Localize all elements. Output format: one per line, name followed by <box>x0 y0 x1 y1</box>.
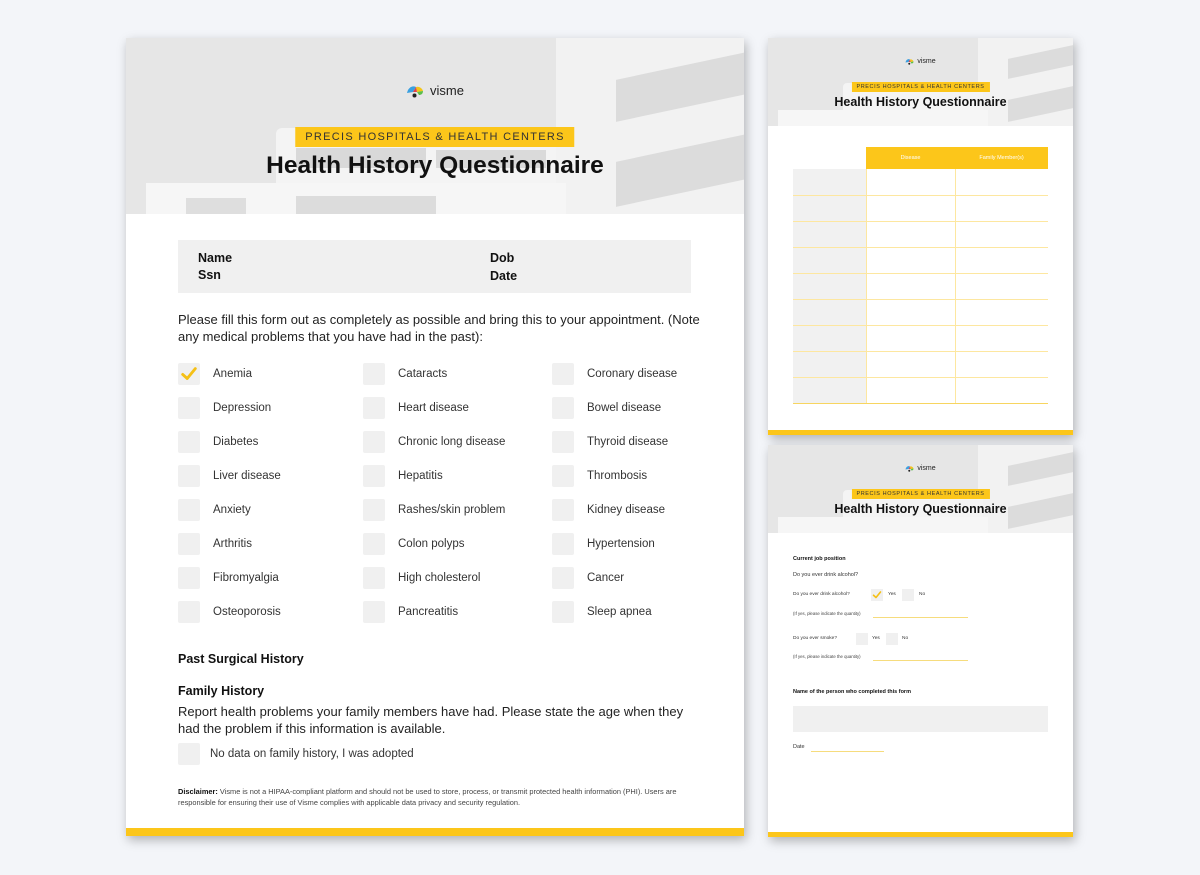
table-row <box>793 377 1048 403</box>
condition-label: Hepatitis <box>398 470 443 482</box>
visme-logo <box>126 83 744 98</box>
visme-logo-icon <box>406 84 426 98</box>
condition-checkbox[interactable] <box>178 431 200 453</box>
smoke-yes-label: Yes <box>872 636 880 641</box>
condition-item[interactable] <box>552 601 652 623</box>
page-title: Health History Questionnaire <box>834 502 1007 516</box>
condition-checkbox[interactable] <box>552 567 574 589</box>
condition-label: Thyroid disease <box>587 436 669 448</box>
page-title: Health History Questionnaire <box>834 95 1007 109</box>
smoke-no-label: No <box>902 636 909 641</box>
condition-item[interactable] <box>363 499 505 521</box>
footer-accent-bar <box>126 828 744 836</box>
smoke-no-checkbox[interactable] <box>886 633 898 645</box>
table-row <box>793 325 1048 351</box>
alcohol-yes-label: Yes <box>888 592 896 597</box>
name-field[interactable]: Name <box>198 251 233 265</box>
alcohol-question: Do you ever drink alcohol? <box>793 592 850 597</box>
condition-checkbox[interactable] <box>363 363 385 385</box>
visme-logo-icon <box>905 465 915 472</box>
condition-checkbox[interactable] <box>363 397 385 419</box>
table-row <box>793 273 1048 299</box>
condition-item[interactable] <box>363 567 480 589</box>
disease-cell[interactable] <box>866 247 955 273</box>
disclaimer-label: Disclaimer: <box>178 787 218 796</box>
condition-checkbox[interactable] <box>178 499 200 521</box>
family-member-cell[interactable] <box>955 299 1048 325</box>
condition-checkbox[interactable] <box>363 567 385 589</box>
alcohol-yes-checkbox[interactable] <box>871 589 883 601</box>
condition-checkbox[interactable] <box>552 363 574 385</box>
row-label-cell <box>793 325 866 351</box>
header-banner <box>768 445 1073 533</box>
logo-text: visme <box>430 83 464 98</box>
check-icon <box>180 365 198 383</box>
check-icon <box>872 590 882 600</box>
disease-cell[interactable] <box>866 299 955 325</box>
condition-item[interactable] <box>552 363 677 385</box>
condition-checkbox[interactable] <box>552 533 574 555</box>
disease-cell[interactable] <box>866 195 955 221</box>
alcohol-quantity-label: (If yes, please indicate the quantity) <box>793 611 861 616</box>
family-member-cell[interactable] <box>955 169 1048 195</box>
row-label-cell <box>793 299 866 325</box>
condition-checkbox[interactable] <box>178 397 200 419</box>
organization-badge: PRECIS HOSPITALS & HEALTH CENTERS <box>295 127 574 147</box>
organization-badge: PRECIS HOSPITALS & HEALTH CENTERS <box>851 82 989 92</box>
condition-item[interactable] <box>363 465 443 487</box>
smoke-quantity-label: (If yes, please indicate the quantity) <box>793 654 861 659</box>
condition-checkbox[interactable] <box>552 601 574 623</box>
completed-by-input[interactable] <box>793 706 1048 732</box>
condition-label: Hypertension <box>587 538 655 550</box>
disease-cell[interactable] <box>866 273 955 299</box>
condition-label: Chronic long disease <box>398 436 506 448</box>
header-banner <box>768 38 1073 126</box>
condition-label: Depression <box>213 402 272 414</box>
table-header-blank <box>793 147 866 169</box>
alcohol-no-checkbox[interactable] <box>902 589 914 601</box>
table-row <box>793 195 1048 221</box>
date-label: Date <box>793 744 805 750</box>
row-label-cell <box>793 273 866 299</box>
table-row <box>793 169 1048 195</box>
completed-by-label: Name of the person who completed this form <box>793 689 911 695</box>
condition-item[interactable] <box>178 431 258 453</box>
condition-checkbox[interactable] <box>178 363 200 385</box>
organization-badge: PRECIS HOSPITALS & HEALTH CENTERS <box>851 489 989 499</box>
family-history-heading: Family History <box>178 684 265 698</box>
alcohol-no-label: No <box>919 592 926 597</box>
condition-label: Anxiety <box>213 504 251 516</box>
condition-item[interactable] <box>363 363 447 385</box>
disease-cell[interactable] <box>866 169 955 195</box>
condition-checkbox[interactable] <box>178 465 200 487</box>
condition-checkbox[interactable] <box>552 499 574 521</box>
row-label-cell <box>793 351 866 377</box>
main-document-page <box>126 38 744 836</box>
condition-item[interactable] <box>552 499 665 521</box>
condition-item[interactable] <box>178 601 281 623</box>
condition-label: Colon polyps <box>398 538 465 550</box>
disease-cell[interactable] <box>866 221 955 247</box>
condition-checkbox[interactable] <box>552 397 574 419</box>
alcohol-heading: Do you ever drink alcohol? <box>793 572 859 578</box>
ssn-field[interactable]: Ssn <box>198 268 221 282</box>
disease-cell[interactable] <box>866 351 955 377</box>
condition-item[interactable] <box>552 533 655 555</box>
condition-label: Fibromyalgia <box>213 572 279 584</box>
condition-label: Cancer <box>587 572 625 584</box>
table-row <box>793 351 1048 377</box>
page-title: Health History Questionnaire <box>266 152 604 179</box>
row-label-cell <box>793 377 866 403</box>
condition-checkbox[interactable] <box>363 499 385 521</box>
condition-checkbox[interactable] <box>178 567 200 589</box>
condition-checkbox[interactable] <box>178 601 200 623</box>
condition-item[interactable] <box>552 431 668 453</box>
adopted-label: No data on family history, I was adopted <box>210 748 414 760</box>
row-label-cell <box>793 195 866 221</box>
condition-item[interactable] <box>178 533 252 555</box>
visme-logo <box>768 465 1073 472</box>
family-member-cell[interactable] <box>955 195 1048 221</box>
dob-field[interactable]: Dob <box>490 251 515 265</box>
disclaimer-text: Visme is not a HIPAA-compliant platform and should not be used to store, process, or transmit protected health information (PHI). Users are responsible for ensuring their use of Visme complies with applicable data privacy and security regulation. <box>178 787 677 807</box>
family-member-cell[interactable] <box>955 247 1048 273</box>
smoke-question: Do you ever smoke? <box>793 636 837 641</box>
table-row <box>793 247 1048 273</box>
condition-item[interactable] <box>178 465 281 487</box>
condition-label: Sleep apnea <box>587 606 652 618</box>
condition-item[interactable] <box>178 499 251 521</box>
condition-checkbox[interactable] <box>363 431 385 453</box>
past-surgical-history-heading: Past Surgical History <box>178 652 304 666</box>
date-field[interactable]: Date <box>490 269 518 283</box>
family-member-cell[interactable] <box>955 273 1048 299</box>
condition-item[interactable] <box>363 397 469 419</box>
row-label-cell <box>793 169 866 195</box>
family-member-cell[interactable] <box>955 325 1048 351</box>
footer-accent-bar <box>768 832 1073 837</box>
date-input[interactable] <box>811 751 884 752</box>
disease-cell[interactable] <box>866 325 955 351</box>
condition-checkbox[interactable] <box>363 601 385 623</box>
instructions-text: Please fill this form out as completely as possible and bring this to your appointment. (Note any medical problems that you have had in the past): <box>178 312 700 344</box>
family-member-cell[interactable] <box>955 351 1048 377</box>
condition-label: High cholesterol <box>398 572 481 584</box>
alcohol-quantity-input[interactable] <box>873 617 968 618</box>
family-history-table <box>793 147 1048 404</box>
lifestyle-form-page <box>768 445 1073 837</box>
table-row <box>793 221 1048 247</box>
condition-item[interactable] <box>178 363 252 385</box>
condition-item[interactable] <box>178 567 279 589</box>
footer-accent-bar <box>768 430 1073 435</box>
condition-label: Heart disease <box>398 402 469 414</box>
family-member-cell[interactable] <box>955 377 1048 403</box>
condition-checkbox[interactable] <box>552 431 574 453</box>
family-history-instructions: Report health problems your family members have had. Please state the age when they had the problem if this information is available. <box>178 704 684 736</box>
condition-item[interactable] <box>178 397 271 419</box>
condition-checkbox[interactable] <box>178 533 200 555</box>
condition-checkbox[interactable] <box>363 465 385 487</box>
header-banner <box>126 38 744 214</box>
condition-label: Rashes/skin problem <box>398 504 506 516</box>
visme-logo <box>768 58 1073 65</box>
condition-checkbox[interactable] <box>363 533 385 555</box>
condition-label: Bowel disease <box>587 402 662 414</box>
condition-item[interactable] <box>552 567 624 589</box>
logo-text: visme <box>917 58 936 65</box>
smoke-quantity-input[interactable] <box>873 660 968 661</box>
condition-checkbox[interactable] <box>552 465 574 487</box>
condition-label: Coronary disease <box>587 368 678 380</box>
adopted-option[interactable] <box>178 743 414 765</box>
condition-item[interactable] <box>552 465 647 487</box>
condition-label: Arthritis <box>213 538 252 550</box>
family-member-cell[interactable] <box>955 221 1048 247</box>
family-table-page <box>768 38 1073 435</box>
condition-label: Osteoporosis <box>213 606 281 618</box>
visme-logo-icon <box>905 58 915 65</box>
adopted-checkbox[interactable] <box>178 743 200 765</box>
condition-item[interactable] <box>552 397 661 419</box>
table-row <box>793 299 1048 325</box>
condition-label: Kidney disease <box>587 504 665 516</box>
condition-label: Cataracts <box>398 368 448 380</box>
condition-label: Liver disease <box>213 470 281 482</box>
condition-label: Diabetes <box>213 436 259 448</box>
condition-label: Anemia <box>213 368 252 380</box>
row-label-cell <box>793 221 866 247</box>
condition-label: Pancreatitis <box>398 606 459 618</box>
condition-item[interactable] <box>363 431 505 453</box>
job-position-label: Current job position <box>793 556 846 562</box>
patient-info-box <box>178 240 691 293</box>
table-header-family-members: Family Member(s) <box>955 147 1048 169</box>
condition-item[interactable] <box>363 533 464 555</box>
condition-item[interactable] <box>363 601 458 623</box>
disclaimer <box>178 786 708 808</box>
logo-text: visme <box>917 465 936 472</box>
disease-cell[interactable] <box>866 377 955 403</box>
condition-label: Thrombosis <box>587 470 648 482</box>
smoke-yes-checkbox[interactable] <box>856 633 868 645</box>
table-header-disease: Disease <box>866 147 955 169</box>
row-label-cell <box>793 247 866 273</box>
